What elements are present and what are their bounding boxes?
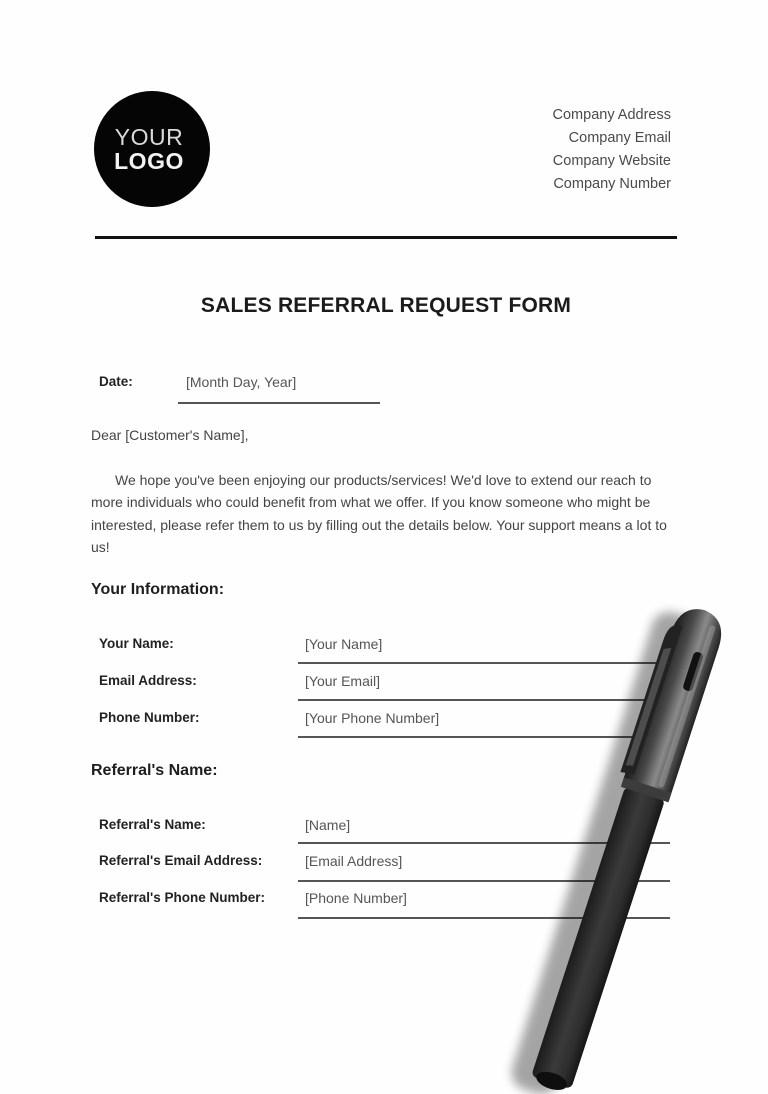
- referral-name-field[interactable]: [Name]: [305, 817, 351, 833]
- email-address-underline: [298, 699, 670, 701]
- date-field[interactable]: [Month Day, Year]: [186, 374, 297, 390]
- date-underline: [178, 402, 380, 404]
- company-address: Company Address: [552, 107, 671, 123]
- referral-phone-underline: [298, 917, 670, 919]
- your-information-heading: Your Information:: [91, 581, 225, 598]
- referral-name-label: Referral's Name:: [99, 817, 206, 832]
- phone-number-label: Phone Number:: [99, 710, 200, 725]
- referral-email-underline: [298, 880, 670, 882]
- referral-heading: Referral's Name:: [91, 762, 218, 779]
- email-address-label: Email Address:: [99, 673, 197, 688]
- phone-number-field[interactable]: [Your Phone Number]: [305, 710, 440, 726]
- referral-email-label: Referral's Email Address:: [99, 853, 263, 868]
- your-name-label: Your Name:: [99, 636, 174, 651]
- referral-email-field[interactable]: [Email Address]: [305, 853, 403, 869]
- email-address-field[interactable]: [Your Email]: [305, 673, 380, 689]
- phone-number-underline: [298, 736, 670, 738]
- company-info-block: [553, 104, 671, 196]
- company-website: Company Website: [552, 153, 671, 169]
- referral-phone-field[interactable]: [Phone Number]: [305, 890, 407, 906]
- referral-name-underline: [298, 842, 670, 844]
- salutation: Dear [Customer's Name],: [91, 427, 249, 443]
- logo-line-1: YOUR: [114, 124, 184, 150]
- body-paragraph: We hope you've been enjoying our products/services! We'd love to extend our reach to more individuals who could benefit from what we offer. If you know someone who might be interested, please refer them to us by filling out the details below. Your support means a lot to us!: [91, 472, 667, 555]
- referral-phone-label: Referral's Phone Number:: [99, 890, 266, 905]
- logo-line-2: LOGO: [114, 148, 184, 174]
- your-name-underline: [298, 662, 670, 664]
- header-divider: [95, 236, 677, 239]
- company-email: Company Email: [568, 130, 671, 146]
- your-name-field[interactable]: [Your Name]: [305, 636, 383, 652]
- date-label: Date:: [99, 374, 133, 389]
- company-number: Company Number: [553, 176, 671, 192]
- company-logo: [94, 91, 210, 207]
- form-title: SALES REFERRAL REQUEST FORM: [200, 294, 572, 317]
